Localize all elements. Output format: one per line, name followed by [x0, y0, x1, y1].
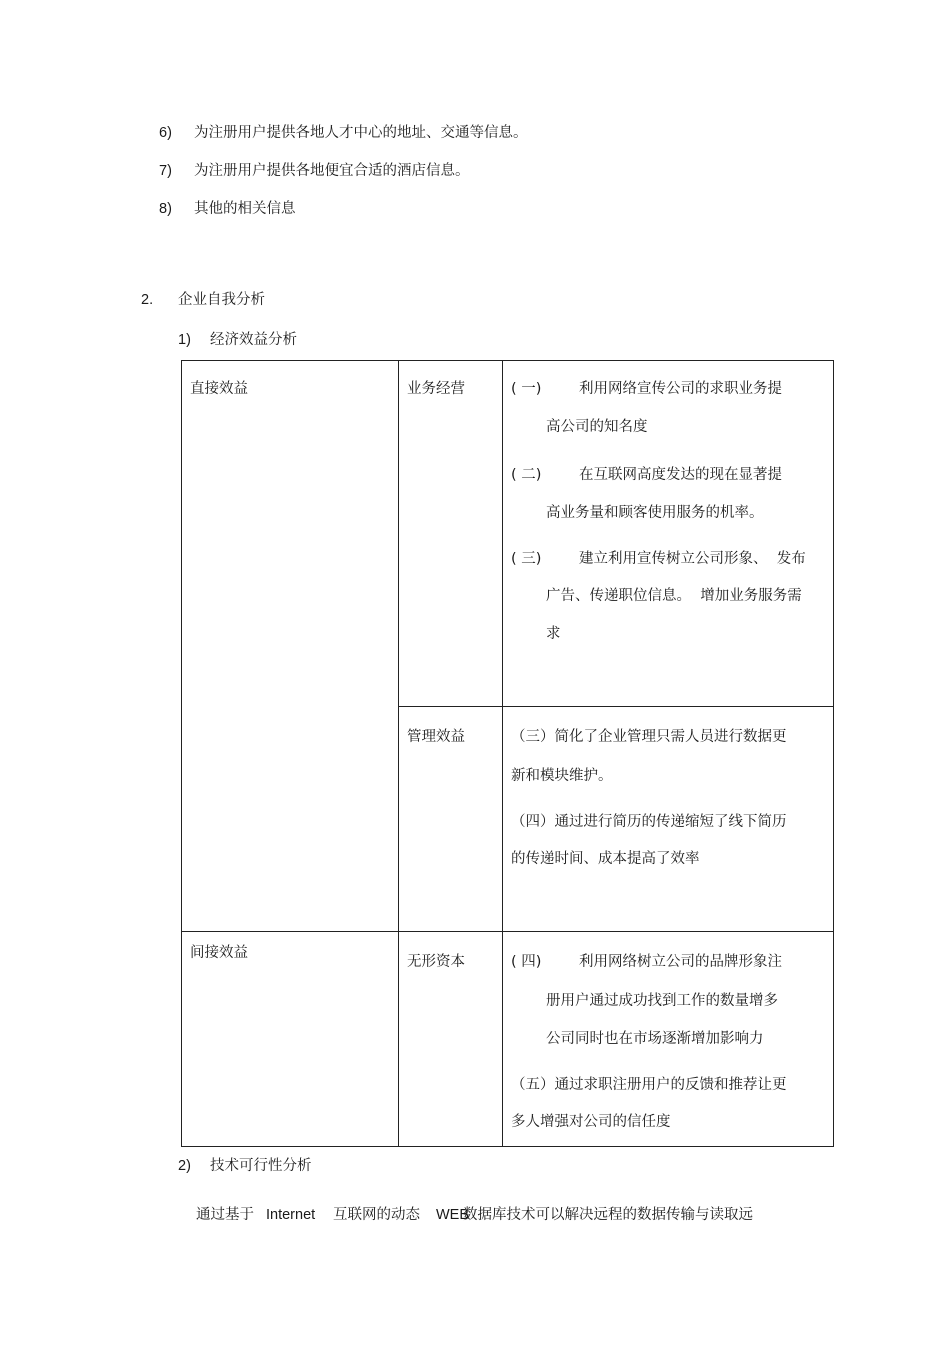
- list-number: 7): [159, 163, 172, 179]
- subsection-title: 经济效益分析: [210, 332, 297, 348]
- paragraph-line: 新和模块维护。: [511, 768, 613, 784]
- section-number: 2.: [141, 292, 154, 308]
- paragraph-line: （三）简化了企业管理只需人员进行数据更: [511, 729, 787, 745]
- list-item: [511, 547, 806, 568]
- body-text-term: WEB: [436, 1207, 470, 1223]
- indirect-benefit-label: 间接效益: [190, 945, 248, 961]
- list-number: 8): [159, 201, 172, 217]
- item-text: 建立利用宣传树立公司形象、 发布: [579, 551, 806, 567]
- business-operation-content: [503, 361, 834, 707]
- indirect-benefit-cell: [182, 932, 399, 1147]
- item-marker: ( 二): [511, 467, 542, 483]
- paragraph-line: 多人增强对公司的信任度: [511, 1114, 671, 1130]
- intangible-capital-content: [503, 932, 834, 1147]
- body-text-part: 通过基于: [196, 1207, 254, 1223]
- list-text: 为注册用户提供各地人才中心的地址、交通等信息。: [194, 125, 528, 141]
- body-text-part: 互联网的动态: [333, 1207, 420, 1223]
- list-item: [511, 950, 782, 971]
- item-text-continued: 高公司的知名度: [546, 419, 648, 435]
- direct-benefit-label: 直接效益: [190, 381, 248, 397]
- management-benefit-content: [503, 707, 834, 932]
- item-text-continued: 高业务量和顾客使用服务的机率。: [546, 505, 764, 521]
- list-number: 6): [159, 125, 172, 141]
- management-benefit-label: 管理效益: [407, 729, 465, 745]
- item-text-continued: 册用户通过成功找到工作的数量增多: [546, 993, 778, 1009]
- item-text-continued: 公司同时也在市场逐渐增加影响力: [546, 1031, 764, 1047]
- item-text: 利用网络树立公司的品牌形象注: [579, 954, 782, 970]
- item-text: 利用网络宣传公司的求职业务提: [579, 381, 782, 397]
- item-text-continued: 求: [546, 626, 561, 642]
- paragraph-line: （五）通过求职注册用户的反馈和推荐让更: [511, 1077, 787, 1093]
- business-operation-label: 业务经营: [407, 381, 465, 397]
- subsection-number: 2): [178, 1158, 191, 1174]
- item-text: 在互联网高度发达的现在显著提: [579, 467, 782, 483]
- list-item: [511, 377, 782, 398]
- list-text: 其他的相关信息: [194, 201, 296, 217]
- item-text-continued: 广告、传递职位信息。 增加业务服务需: [546, 588, 802, 604]
- economic-benefit-table: [181, 360, 834, 1147]
- paragraph-line: （四）通过进行简历的传递缩短了线下简历: [511, 814, 787, 830]
- list-text: 为注册用户提供各地便宜合适的酒店信息。: [194, 163, 470, 179]
- list-item: [511, 463, 782, 484]
- management-benefit-cell: [399, 707, 503, 932]
- paragraph-line: 的传递时间、成本提高了效率: [511, 851, 700, 867]
- intangible-capital-label: 无形资本: [407, 954, 465, 970]
- intangible-capital-cell: [399, 932, 503, 1147]
- subsection-title: 技术可行性分析: [210, 1158, 312, 1174]
- body-text-part: 数据库技术可以解决远程的数据传输与读取远: [463, 1207, 753, 1223]
- direct-benefit-cell: [182, 361, 399, 932]
- item-marker: ( 三): [511, 551, 542, 567]
- section-title: 企业自我分析: [178, 292, 265, 308]
- business-operation-cell: [399, 361, 503, 707]
- item-marker: ( 四): [511, 954, 542, 970]
- item-marker: ( 一): [511, 381, 542, 397]
- body-text-term: Internet: [266, 1207, 316, 1223]
- subsection-number: 1): [178, 332, 191, 348]
